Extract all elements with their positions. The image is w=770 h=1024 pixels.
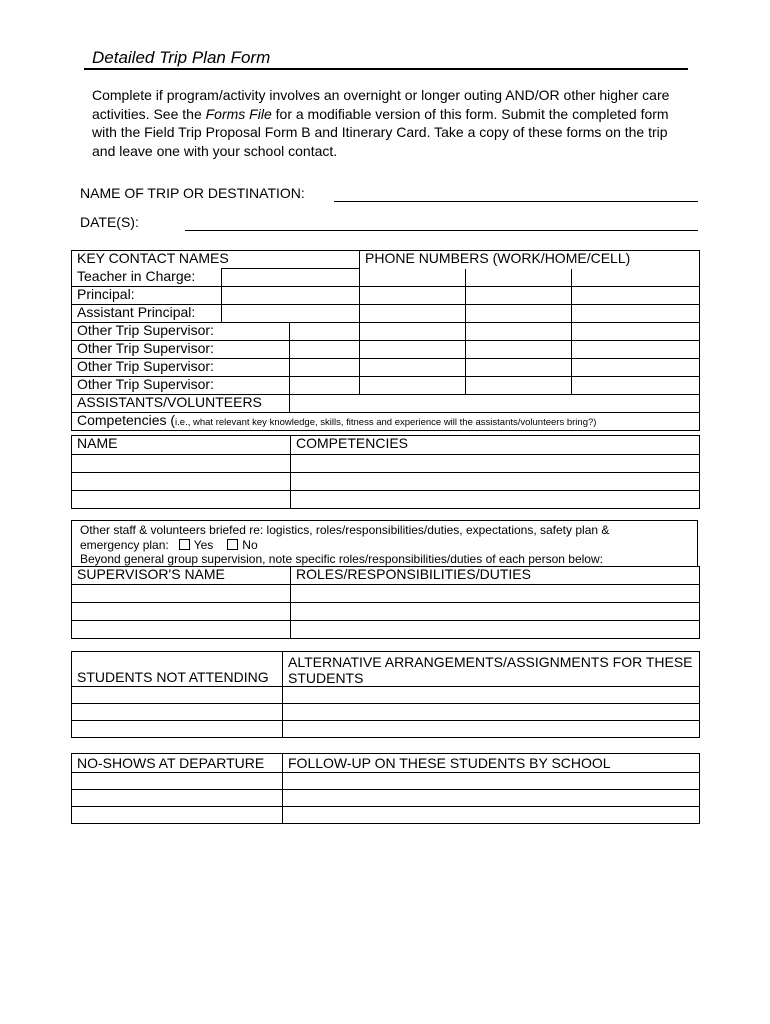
competencies-column-header: COMPETENCIES — [291, 436, 700, 455]
student-cell[interactable] — [72, 704, 283, 721]
supervisor-name-header: SUPERVISOR'S NAME — [72, 567, 291, 585]
competencies-note: i.e., what relevant key knowledge, skills, fitness and experience will the assistants/volunteers bring?) — [175, 417, 597, 428]
phone-cell[interactable] — [572, 287, 700, 305]
no-checkbox[interactable] — [227, 539, 238, 550]
phone-cell[interactable] — [466, 323, 572, 341]
phone-cell[interactable] — [466, 305, 572, 323]
name-column-header: NAME — [72, 436, 291, 455]
arrangement-cell[interactable] — [283, 704, 700, 721]
form-title: Detailed Trip Plan Form — [92, 48, 271, 67]
table-row — [72, 773, 700, 790]
table-row — [72, 455, 700, 473]
supervisor-name-cell[interactable] — [290, 323, 360, 341]
follow-up-cell[interactable] — [283, 773, 700, 790]
table-row — [72, 323, 700, 341]
assistants-volunteers-label: ASSISTANTS/VOLUNTEERS — [72, 395, 290, 413]
supervisor-name-cell[interactable] — [290, 341, 360, 359]
supervisor-name-cell[interactable] — [290, 359, 360, 377]
student-cell[interactable] — [72, 687, 283, 704]
follow-up-cell[interactable] — [283, 807, 700, 824]
no-show-cell[interactable] — [72, 807, 283, 824]
phone-cell[interactable] — [466, 359, 572, 377]
table-row — [72, 807, 700, 824]
trip-name-line[interactable] — [334, 201, 698, 202]
assistant-principal-label: Assistant Principal: — [72, 305, 222, 323]
students-not-attending-table — [71, 651, 700, 738]
table-row — [72, 473, 700, 491]
dates-line[interactable] — [185, 230, 698, 231]
phone-cell[interactable] — [572, 323, 700, 341]
name-cell[interactable] — [72, 491, 291, 509]
table-row — [72, 305, 700, 323]
phone-cell[interactable] — [572, 341, 700, 359]
roles-cell[interactable] — [291, 585, 700, 603]
phone-cell[interactable] — [360, 359, 466, 377]
table-row — [72, 359, 700, 377]
no-show-cell[interactable] — [72, 790, 283, 807]
table-row — [72, 251, 700, 269]
table-row — [72, 269, 700, 287]
supervisor-cell[interactable] — [72, 621, 291, 639]
emergency-plan-label: emergency plan: — [80, 537, 169, 552]
table-row — [72, 395, 700, 413]
phone-numbers-header: PHONE NUMBERS (WORK/HOME/CELL) — [360, 251, 700, 269]
other-supervisor-label: Other Trip Supervisor: — [72, 377, 290, 395]
intro-text — [92, 86, 682, 160]
trip-name-label: NAME OF TRIP OR DESTINATION: — [80, 185, 305, 201]
table-row — [72, 413, 700, 431]
table-row — [72, 287, 700, 305]
supervisor-roles-table — [71, 566, 700, 639]
student-cell[interactable] — [72, 721, 283, 738]
phone-cell[interactable] — [466, 341, 572, 359]
supervisor-cell[interactable] — [72, 585, 291, 603]
phone-cell[interactable] — [572, 305, 700, 323]
teacher-name-cell[interactable] — [222, 269, 360, 287]
phone-cell[interactable] — [466, 377, 572, 395]
follow-up-header: FOLLOW-UP ON THESE STUDENTS BY SCHOOL — [283, 754, 700, 773]
phone-cell[interactable] — [360, 305, 466, 323]
supervisor-cell[interactable] — [72, 603, 291, 621]
competencies-cell[interactable] — [291, 455, 700, 473]
principal-label: Principal: — [72, 287, 222, 305]
alternative-arrangements-header: ALTERNATIVE ARRANGEMENTS/ASSIGNMENTS FOR THESE STUDENTS — [283, 652, 700, 687]
arrangement-cell[interactable] — [283, 721, 700, 738]
no-label: No — [242, 537, 258, 552]
competencies-cell[interactable] — [291, 491, 700, 509]
other-supervisor-label: Other Trip Supervisor: — [72, 359, 290, 377]
phone-cell[interactable] — [572, 377, 700, 395]
other-supervisor-label: Other Trip Supervisor: — [72, 323, 290, 341]
no-shows-header: NO-SHOWS AT DEPARTURE — [72, 754, 283, 773]
table-row — [72, 621, 700, 639]
arrangement-cell[interactable] — [283, 687, 700, 704]
principal-name-cell[interactable] — [222, 287, 360, 305]
assistant-principal-name-cell[interactable] — [222, 305, 360, 323]
phone-cell[interactable] — [360, 341, 466, 359]
intro-part2: for a modifiable version of this form. Submit the completed form with the Field Trip Proposal Form B and Itinerary Card. Take a copy of these forms on the trip and leave one with your school contact. — [92, 105, 669, 159]
name-cell[interactable] — [72, 473, 291, 491]
yes-label: Yes — [193, 537, 214, 552]
table-row — [72, 754, 700, 773]
table-row — [72, 567, 700, 585]
briefing-box — [71, 520, 698, 566]
table-row — [72, 603, 700, 621]
phone-cell[interactable] — [572, 269, 700, 287]
students-not-attending-header: STUDENTS NOT ATTENDING — [72, 652, 283, 687]
competencies-table — [71, 435, 700, 509]
table-row — [72, 436, 700, 455]
table-row — [72, 377, 700, 395]
competencies-label: Competencies ( — [77, 412, 176, 428]
other-supervisor-label: Other Trip Supervisor: — [72, 341, 290, 359]
table-row — [72, 687, 700, 704]
intro-part1: Complete if program/activity involves an overnight or longer outing AND/OR other higher care activities. See the — [92, 87, 670, 122]
title-rule — [84, 68, 688, 70]
briefing-line1: Other staff & volunteers briefed re: logistics, roles/responsibilities/duties, expectations, safety plan & — [80, 523, 610, 537]
forms-file-text: Forms File — [205, 105, 272, 122]
assistants-volunteers-cell[interactable] — [290, 395, 700, 413]
roles-cell[interactable] — [291, 621, 700, 639]
roles-cell[interactable] — [291, 603, 700, 621]
yes-checkbox[interactable] — [179, 539, 190, 550]
phone-cell[interactable] — [360, 377, 466, 395]
no-shows-table — [71, 753, 700, 824]
teacher-label: Teacher in Charge: — [72, 269, 222, 287]
table-row — [72, 585, 700, 603]
follow-up-cell[interactable] — [283, 790, 700, 807]
key-contact-names-header: KEY CONTACT NAMES — [72, 251, 360, 269]
no-show-cell[interactable] — [72, 773, 283, 790]
roles-header: ROLES/RESPONSIBILITIES/DUTIES — [291, 567, 700, 585]
table-row — [72, 652, 700, 687]
table-row — [72, 790, 700, 807]
competencies-row — [72, 413, 700, 431]
competencies-cell[interactable] — [291, 473, 700, 491]
phone-cell[interactable] — [360, 287, 466, 305]
briefing-line2 — [80, 538, 697, 553]
table-row — [72, 341, 700, 359]
phone-cell[interactable] — [360, 323, 466, 341]
phone-cell[interactable] — [466, 269, 572, 287]
briefing-line3: Beyond general group supervision, note specific roles/responsibilities/duties of each person below: — [80, 552, 603, 566]
name-cell[interactable] — [72, 455, 291, 473]
key-contacts-table — [71, 250, 700, 431]
dates-label: DATE(S): — [80, 214, 139, 230]
phone-cell[interactable] — [572, 359, 700, 377]
phone-cell[interactable] — [466, 287, 572, 305]
table-row — [72, 704, 700, 721]
supervisor-name-cell[interactable] — [290, 377, 360, 395]
table-row — [72, 491, 700, 509]
table-row — [72, 721, 700, 738]
phone-cell[interactable] — [360, 269, 466, 287]
